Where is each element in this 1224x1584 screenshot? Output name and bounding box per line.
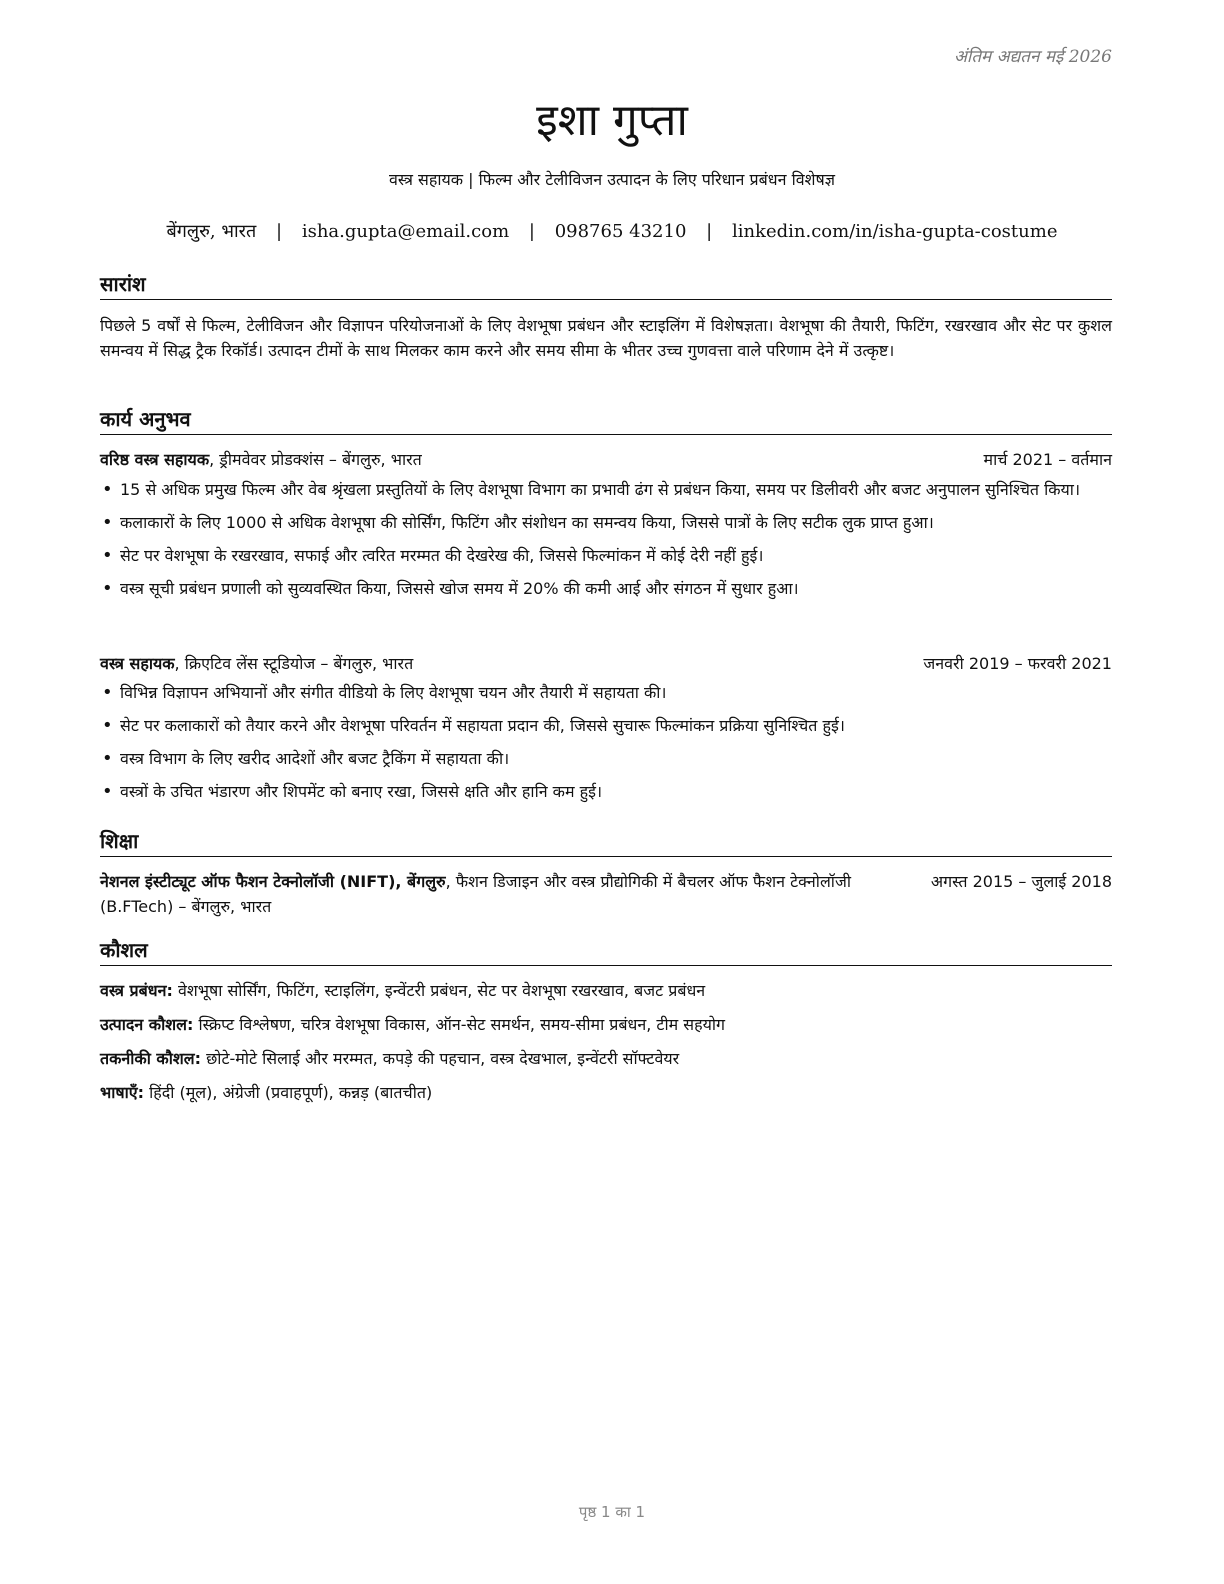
- summary-heading: सारांश: [100, 270, 1112, 300]
- skill-line: [100, 978, 1112, 1003]
- list-item: • सेट पर कलाकारों को तैयार करने और वेशभूषा परिवर्तन में सहायता प्रदान की, जिससे सुचारू फिल्मांकन प्रक्रिया सुनिश्चित हुई।: [100, 713, 1112, 738]
- job-dates: जनवरी 2019 – फरवरी 2021: [923, 654, 1112, 673]
- job-role: वस्त्र सहायक: [100, 654, 175, 673]
- contact-separator: |: [276, 221, 283, 242]
- job-bullets-1: [100, 477, 1112, 609]
- list-item: • विभिन्न विज्ञापन अभियानों और संगीत वीडियो के लिए वेशभूषा चयन और तैयारी में सहायता की।: [100, 680, 1112, 705]
- last-updated-note: अंतिम अद्यतन मई 2026: [953, 47, 1112, 67]
- education-entry: [100, 869, 1112, 919]
- skill-value: स्क्रिप्ट विश्लेषण, चरित्र वेशभूषा विकास, ऑन-सेट समर्थन, समय-सीमा प्रबंधन, टीम सहयोग: [193, 1015, 726, 1034]
- contact-separator: |: [528, 221, 535, 242]
- skill-line: [100, 1012, 1112, 1037]
- contact-location: बेंगलुरु, भारत: [166, 221, 257, 242]
- job-dates: मार्च 2021 – वर्तमान: [983, 450, 1112, 469]
- list-item: • वस्त्र सूची प्रबंधन प्रणाली को सुव्यवस्थित किया, जिससे खोज समय में 20% की कमी आई और संगठन में सुधार हुआ।: [100, 576, 1112, 601]
- skill-line: [100, 1080, 1112, 1105]
- skill-label: तकनीकी कौशल:: [100, 1049, 201, 1068]
- skill-line: [100, 1046, 1112, 1071]
- skill-value: हिंदी (मूल), अंग्रेजी (प्रवाहपूर्ण), कन्नड़ (बातचीत): [144, 1083, 433, 1102]
- skill-value: वेशभूषा सोर्सिंग, फिटिंग, स्टाइलिंग, इन्वेंटरी प्रबंधन, सेट पर वेशभूषा रखरखाव, बजट प्रबंधन: [172, 981, 706, 1000]
- list-item: • 15 से अधिक प्रमुख फिल्म और वेब श्रृंखला प्रस्तुतियों के लिए वेशभूषा विभाग का प्रभावी ढंग से प्रबंधन किया, समय पर डिलीवरी और बजट अनुपालन सुनिश्चित किया।: [100, 477, 1112, 502]
- contact-separator: |: [706, 221, 713, 242]
- job-company: , क्रिएटिव लेंस स्टूडियोज – बेंगलुरु, भारत: [174, 654, 414, 673]
- skill-value: छोटे-मोटे सिलाई और मरम्मत, कपड़े की पहचान, वस्त्र देखभाल, इन्वेंटरी सॉफ्टवेयर: [201, 1049, 680, 1068]
- contact-email[interactable]: isha.gupta@email.com: [301, 221, 510, 242]
- job-title-line: [100, 448, 422, 470]
- skill-label: वस्त्र प्रबंधन:: [100, 981, 173, 1000]
- contact-phone: 098765 43210: [554, 221, 687, 242]
- contact-line: [0, 219, 1224, 243]
- list-item: • सेट पर वेशभूषा के रखरखाव, सफाई और त्वरित मरम्मत की देखरेख की, जिससे फिल्मांकन में कोई देरी नहीं हुई।: [100, 543, 1112, 568]
- list-item: • वस्त्र विभाग के लिए खरीद आदेशों और बजट ट्रैकिंग में सहायता की।: [100, 746, 1112, 771]
- skills-heading: कौशल: [100, 936, 1112, 966]
- job-title-line: [100, 652, 413, 674]
- job-role: वरिष्ठ वस्त्र सहायक: [100, 450, 210, 469]
- job-company: , ड्रीमवेवर प्रोडक्शंस – बेंगलुरु, भारत: [209, 450, 422, 469]
- candidate-subtitle: वस्त्र सहायक | फिल्म और टेलीविजन उत्पादन के लिए परिधान प्रबंधन विशेषज्ञ: [388, 170, 835, 189]
- page-number: पृष्ठ 1 का 1: [578, 1503, 646, 1521]
- candidate-name: इशा गुप्ता: [536, 95, 688, 146]
- job-bullets-2: [100, 680, 1112, 812]
- job-header-1: [100, 448, 1112, 472]
- education-dates: अगस्त 2015 – जुलाई 2018: [930, 872, 1112, 891]
- education-heading: शिक्षा: [100, 827, 1112, 857]
- experience-heading: कार्य अनुभव: [100, 405, 1112, 435]
- education-degree: , फैशन डिजाइन और वस्त्र प्रौद्योगिकी में बैचलर ऑफ फैशन टेक्नोलॉजी (B.FTech) – बेंगलुरु, भारत: [100, 872, 851, 916]
- skill-label: उत्पादन कौशल:: [100, 1015, 194, 1034]
- summary-text: पिछले 5 वर्षों से फिल्म, टेलीविजन और विज्ञापन परियोजनाओं के लिए वेशभूषा प्रबंधन और स्टाइलिंग में विशेषज्ञता। वेशभूषा की तैयारी, फिटिंग, रखरखाव और सेट पर कुशल समन्वय में सिद्ध ट्रैक रिकॉर्ड। उत्पादन टीमों के साथ मिलकर काम करने और समय सीमा के भीतर उच्च गुणवत्ता वाले परिणाम देने में उत्कृष्ट।: [100, 316, 1112, 360]
- list-item: • कलाकारों के लिए 1000 से अधिक वेशभूषा की सोर्सिंग, फिटिंग और संशोधन का समन्वय किया, जिससे पात्रों के लिए सटीक लुक प्राप्त हुआ।: [100, 510, 1112, 535]
- education-institution: नेशनल इंस्टीट्यूट ऑफ फैशन टेक्नोलॉजी (NIFT), बेंगलुरु: [100, 872, 446, 891]
- job-header-2: [100, 652, 1112, 676]
- list-item: • वस्त्रों के उचित भंडारण और शिपमेंट को बनाए रखा, जिससे क्षति और हानि कम हुई।: [100, 779, 1112, 804]
- skill-label: भाषाएँ:: [100, 1083, 145, 1102]
- education-text: [100, 869, 890, 919]
- contact-linkedin[interactable]: linkedin.com/in/isha-gupta-costume: [731, 221, 1058, 242]
